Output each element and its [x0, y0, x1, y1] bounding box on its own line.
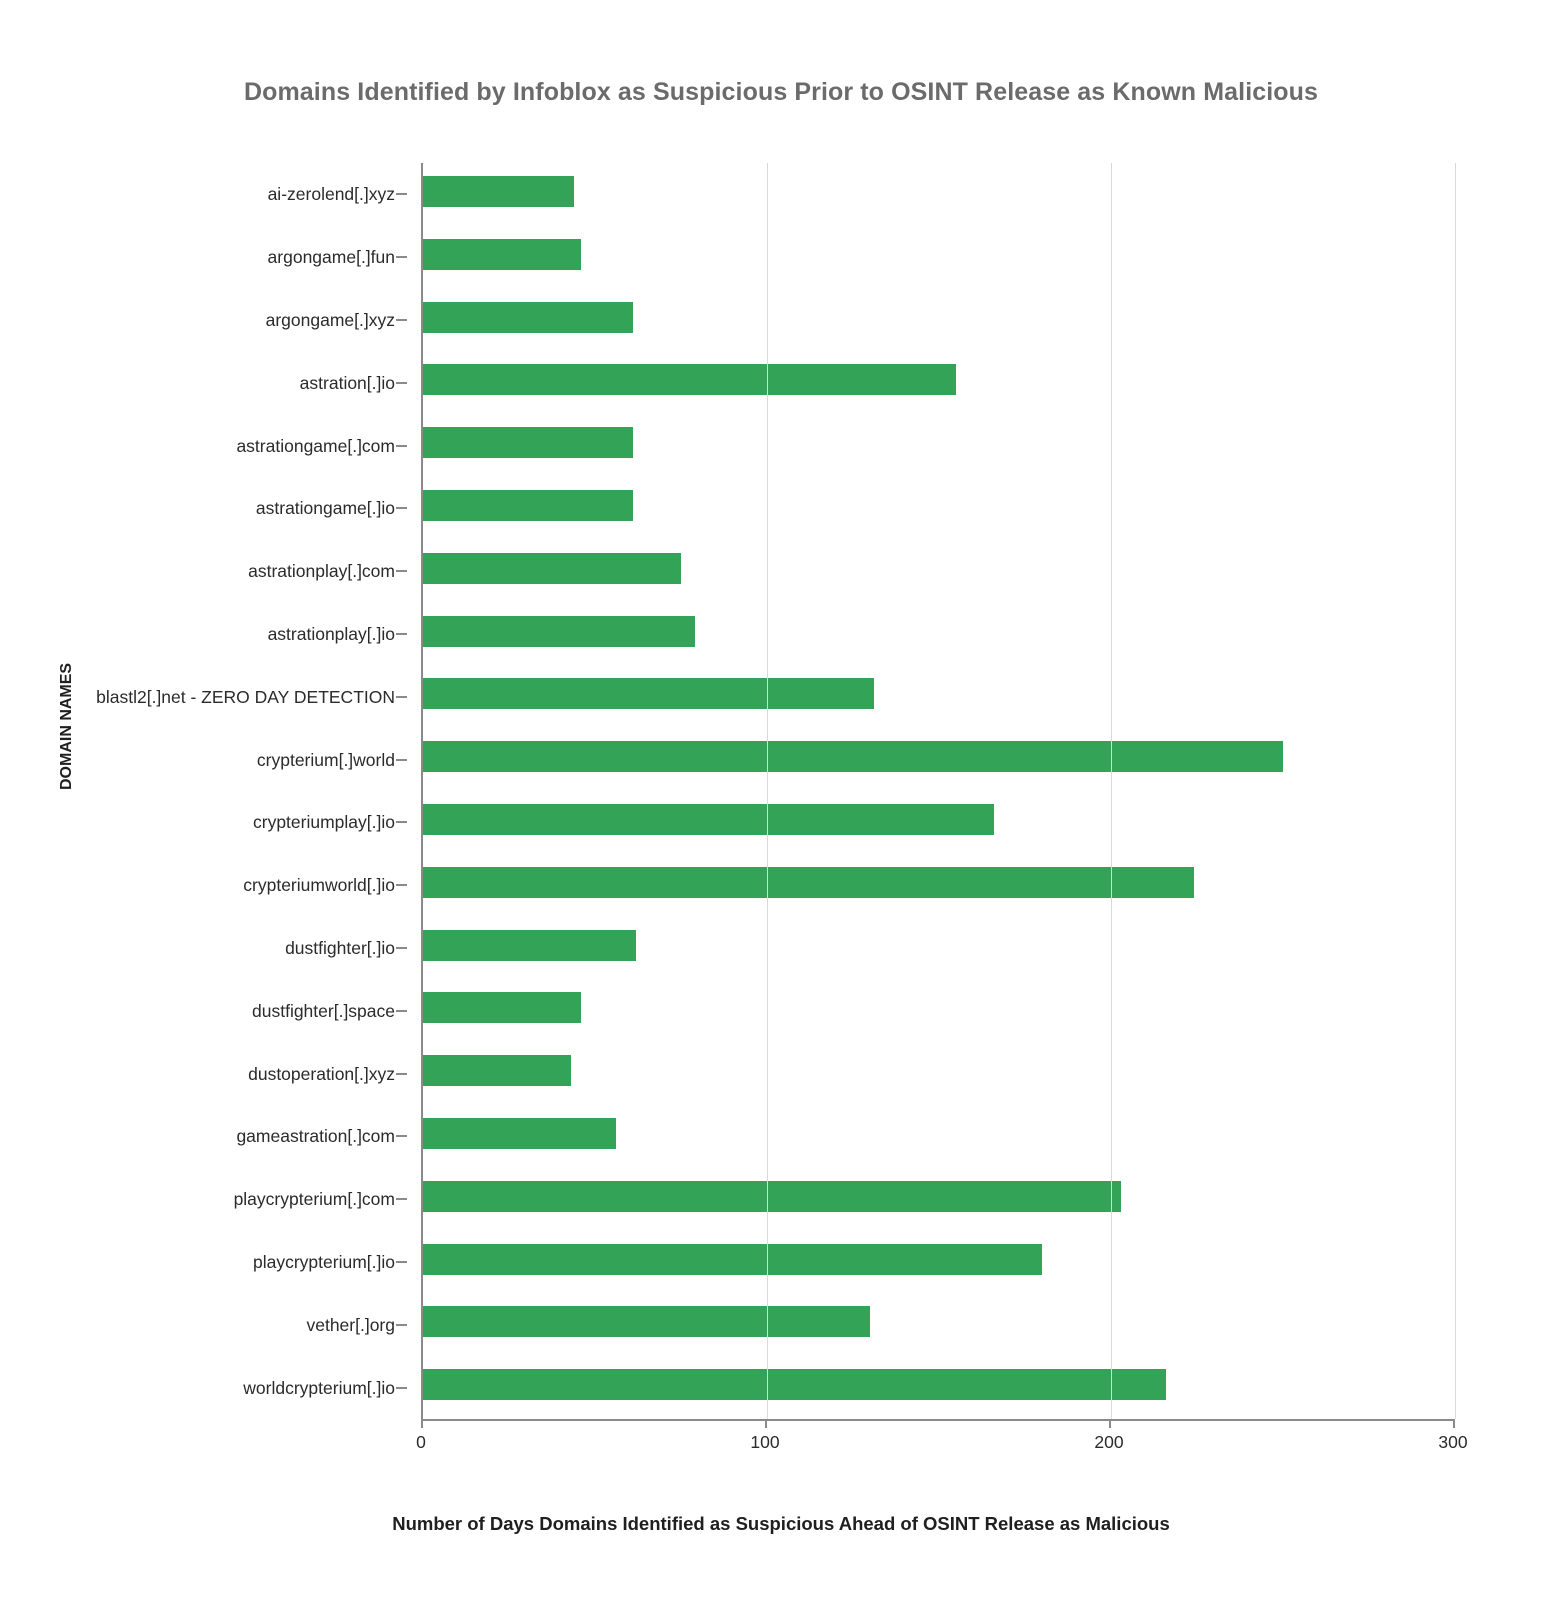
bar-row	[423, 791, 1453, 848]
y-axis-tick	[396, 696, 407, 698]
y-axis-tick	[396, 445, 407, 447]
y-axis-tick-label: astrationgame[.]io	[255, 498, 395, 519]
bar-row	[423, 1356, 1453, 1413]
bar	[423, 490, 633, 521]
y-axis-tick	[396, 759, 407, 761]
y-axis-tick-label: crypterium[.]world	[256, 749, 395, 770]
bar	[423, 867, 1194, 898]
x-axis-title: Number of Days Domains Identified as Suspicious Ahead of OSINT Release as Malicious	[392, 1513, 1170, 1534]
plot-area	[421, 163, 1453, 1419]
bar-row	[423, 289, 1453, 346]
bar-row	[423, 414, 1453, 471]
bar-row	[423, 603, 1453, 660]
y-axis-tick	[396, 1324, 407, 1326]
y-axis-tick-label: gameastration[.]com	[236, 1126, 395, 1147]
bar-row	[423, 917, 1453, 974]
y-axis-tick-label: astrationplay[.]com	[248, 561, 395, 582]
bar-row	[423, 979, 1453, 1036]
bar	[423, 1118, 616, 1149]
bar-row	[423, 1293, 1453, 1350]
bar	[423, 1369, 1166, 1400]
x-axis-tick	[421, 1419, 423, 1428]
y-axis-tick-label: vether[.]org	[306, 1314, 395, 1335]
y-axis-tick-label: argongame[.]xyz	[265, 310, 395, 330]
bar-series	[423, 163, 1453, 1419]
x-axis-tick-label: 300	[1438, 1432, 1468, 1452]
bar	[423, 1244, 1042, 1275]
bar	[423, 1055, 571, 1086]
x-axis-tick-label: 200	[1094, 1432, 1124, 1452]
y-axis-tick	[396, 1010, 407, 1012]
x-axis-tick	[765, 1419, 767, 1428]
y-axis-tick	[396, 1135, 407, 1137]
bar-row	[423, 351, 1453, 408]
y-axis-tick-label: blastl2[.]net - ZERO DAY DETECTION	[96, 686, 395, 707]
gridline	[1111, 163, 1112, 1419]
y-axis-tick-label: crypteriumplay[.]io	[253, 812, 395, 833]
bar	[423, 678, 874, 709]
y-axis-tick	[396, 256, 407, 258]
bar	[423, 616, 695, 647]
bar-row	[423, 1231, 1453, 1288]
y-axis-tick-label: astrationgame[.]com	[236, 435, 395, 456]
y-axis-tick-label: astrationplay[.]io	[267, 624, 395, 644]
bar	[423, 930, 636, 961]
bar-row	[423, 1168, 1453, 1225]
x-axis-tick-label: 0	[416, 1432, 426, 1452]
bar-row	[423, 1042, 1453, 1099]
y-axis-tick	[396, 570, 407, 572]
y-axis-tick	[396, 821, 407, 823]
y-axis-tick	[396, 507, 407, 509]
y-axis-tick	[396, 884, 407, 886]
y-axis-tick-label: astration[.]io	[299, 372, 395, 393]
bar	[423, 1306, 870, 1337]
y-axis-tick-label: dustoperation[.]xyz	[248, 1063, 395, 1084]
bar-row	[423, 665, 1453, 722]
bar	[423, 239, 581, 270]
bar-row	[423, 540, 1453, 597]
y-axis-tick-label: playcrypterium[.]com	[233, 1189, 395, 1210]
y-axis-tick	[396, 633, 407, 635]
y-axis-tick	[396, 947, 407, 949]
y-axis-tick	[396, 382, 407, 384]
bar-row	[423, 728, 1453, 785]
bar	[423, 553, 681, 584]
bar	[423, 992, 581, 1023]
y-axis-tick-label: argongame[.]fun	[267, 247, 395, 268]
bar-row	[423, 854, 1453, 911]
gridline	[767, 163, 768, 1419]
y-axis-tick	[396, 1261, 407, 1263]
y-axis-tick	[396, 1073, 407, 1075]
y-axis-tick-label: playcrypterium[.]io	[253, 1252, 395, 1272]
y-axis-tick	[396, 319, 407, 321]
x-axis-tick	[1453, 1419, 1455, 1428]
bar	[423, 176, 574, 207]
chart-title: Domains Identified by Infoblox as Suspicious Prior to OSINT Release as Known Malicious	[243, 78, 1319, 106]
y-axis-tick-label: dustfighter[.]io	[285, 938, 395, 958]
y-axis-tick	[396, 193, 407, 195]
bar	[423, 427, 633, 458]
y-axis-tick	[396, 1387, 407, 1389]
y-axis-title: DOMAIN NAMES	[58, 662, 75, 790]
bar	[423, 804, 994, 835]
bar-row	[423, 1105, 1453, 1162]
x-axis-tick	[1109, 1419, 1111, 1428]
bar	[423, 741, 1283, 772]
y-axis-tick-labels	[0, 163, 421, 1419]
bar	[423, 364, 956, 395]
gridline	[1455, 163, 1456, 1419]
y-axis-tick	[396, 1198, 407, 1200]
bar	[423, 1181, 1121, 1212]
y-axis-tick-label: dustfighter[.]space	[252, 1000, 395, 1021]
bar-row	[423, 226, 1453, 283]
bar-row	[423, 163, 1453, 220]
x-axis-line	[421, 1419, 1453, 1421]
bar-row	[423, 477, 1453, 534]
bar	[423, 302, 633, 333]
y-axis-tick-label: ai-zerolend[.]xyz	[267, 184, 395, 205]
y-axis-tick-label: crypteriumworld[.]io	[243, 875, 395, 896]
y-axis-tick-label: worldcrypterium[.]io	[243, 1377, 395, 1398]
x-axis-tick-label: 100	[750, 1432, 780, 1452]
